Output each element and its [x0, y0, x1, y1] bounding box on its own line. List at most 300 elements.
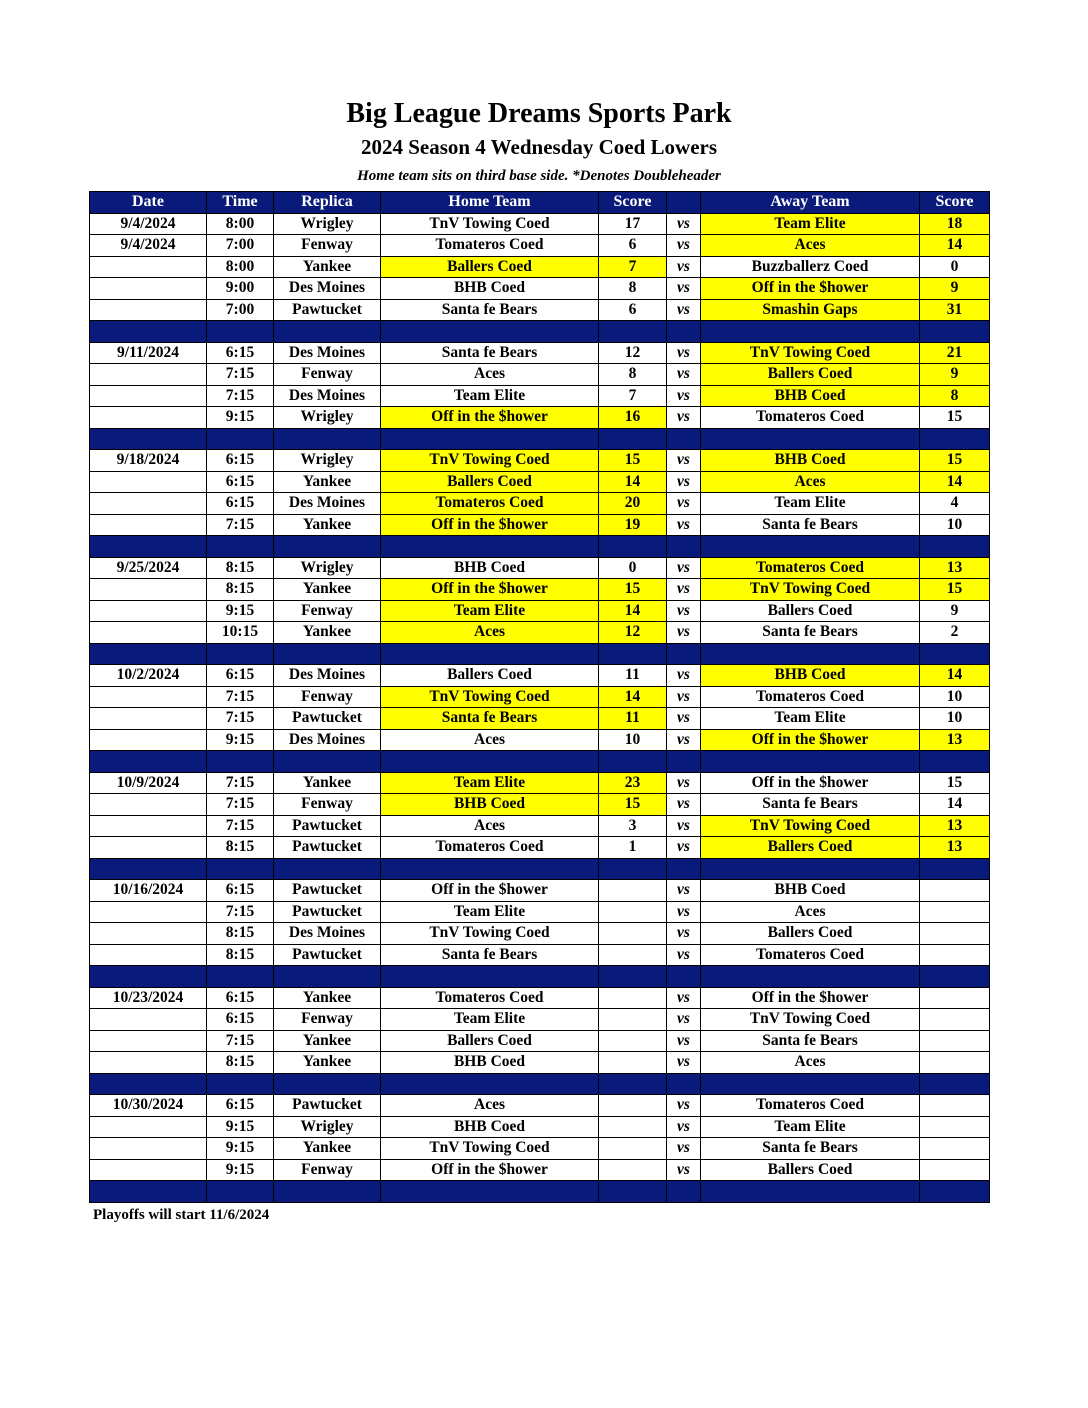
separator-cell: [667, 536, 701, 558]
home-score: [599, 1030, 667, 1052]
game-time: 7:15: [207, 815, 274, 837]
vs-label: vs: [667, 880, 701, 902]
separator-cell: [701, 1181, 920, 1203]
away-score: 15: [920, 407, 990, 429]
game-time: 8:15: [207, 1052, 274, 1074]
away-team: BHB Coed: [701, 880, 920, 902]
vs-label: vs: [667, 493, 701, 515]
separator-cell: [207, 428, 274, 450]
vs-label: vs: [667, 1009, 701, 1031]
game-time: 9:15: [207, 600, 274, 622]
game-row: [90, 364, 990, 386]
home-team: Team Elite: [381, 600, 599, 622]
away-score: 9: [920, 278, 990, 300]
away-score: [920, 944, 990, 966]
game-row: [90, 944, 990, 966]
vs-label: vs: [667, 471, 701, 493]
home-team: Aces: [381, 364, 599, 386]
game-date: [90, 471, 207, 493]
home-score: 20: [599, 493, 667, 515]
game-date: [90, 1116, 207, 1138]
home-team: Team Elite: [381, 1009, 599, 1031]
home-score: 6: [599, 235, 667, 257]
game-time: 6:15: [207, 665, 274, 687]
week-separator: [90, 966, 990, 988]
game-date: [90, 708, 207, 730]
vs-label: vs: [667, 1159, 701, 1181]
away-score: 14: [920, 471, 990, 493]
vs-label: vs: [667, 1030, 701, 1052]
vs-label: vs: [667, 837, 701, 859]
away-score: 8: [920, 385, 990, 407]
separator-cell: [207, 1181, 274, 1203]
away-team: TnV Towing Coed: [701, 1009, 920, 1031]
away-score: [920, 987, 990, 1009]
game-replica: Fenway: [274, 686, 381, 708]
home-score: [599, 1095, 667, 1117]
away-score: 0: [920, 256, 990, 278]
vs-label: vs: [667, 299, 701, 321]
home-score: 10: [599, 729, 667, 751]
separator-cell: [920, 643, 990, 665]
page-title: Big League Dreams Sports Park: [346, 98, 732, 129]
game-time: 9:00: [207, 278, 274, 300]
away-score: 9: [920, 364, 990, 386]
game-replica: Des Moines: [274, 385, 381, 407]
vs-label: vs: [667, 600, 701, 622]
separator-cell: [701, 643, 920, 665]
separator-cell: [599, 751, 667, 773]
separator-cell: [667, 643, 701, 665]
home-score: 11: [599, 665, 667, 687]
game-date: [90, 686, 207, 708]
home-score: 12: [599, 622, 667, 644]
game-time: 8:15: [207, 557, 274, 579]
home-team: Off in the $hower: [381, 407, 599, 429]
game-date: [90, 278, 207, 300]
home-score: [599, 1009, 667, 1031]
week-separator: [90, 428, 990, 450]
separator-cell: [381, 1181, 599, 1203]
home-team: TnV Towing Coed: [381, 1138, 599, 1160]
separator-cell: [920, 966, 990, 988]
game-time: 8:00: [207, 213, 274, 235]
vs-label: vs: [667, 450, 701, 472]
game-date: [90, 600, 207, 622]
separator-cell: [920, 1073, 990, 1095]
game-time: 8:15: [207, 944, 274, 966]
game-replica: Des Moines: [274, 278, 381, 300]
game-replica: Yankee: [274, 1052, 381, 1074]
away-score: 15: [920, 579, 990, 601]
home-team: Off in the $hower: [381, 1159, 599, 1181]
game-date: 10/23/2024: [90, 987, 207, 1009]
separator-cell: [599, 1181, 667, 1203]
vs-label: vs: [667, 729, 701, 751]
game-date: [90, 514, 207, 536]
separator-cell: [920, 428, 990, 450]
header-home-score: Score: [599, 192, 667, 214]
away-team: Aces: [701, 235, 920, 257]
vs-label: vs: [667, 622, 701, 644]
separator-cell: [701, 751, 920, 773]
away-team: Tomateros Coed: [701, 1095, 920, 1117]
away-score: 18: [920, 213, 990, 235]
vs-label: vs: [667, 235, 701, 257]
away-team: Off in the $hower: [701, 278, 920, 300]
home-score: 15: [599, 450, 667, 472]
home-team: TnV Towing Coed: [381, 923, 599, 945]
game-time: 7:00: [207, 235, 274, 257]
separator-cell: [274, 536, 381, 558]
home-team: Santa fe Bears: [381, 708, 599, 730]
game-date: 9/11/2024: [90, 342, 207, 364]
home-team: Team Elite: [381, 385, 599, 407]
game-row: [90, 772, 990, 794]
home-team: Ballers Coed: [381, 471, 599, 493]
game-row: [90, 471, 990, 493]
vs-label: vs: [667, 987, 701, 1009]
game-replica: Yankee: [274, 1138, 381, 1160]
game-replica: Wrigley: [274, 213, 381, 235]
game-replica: Pawtucket: [274, 815, 381, 837]
game-date: [90, 622, 207, 644]
game-row: [90, 235, 990, 257]
home-score: 6: [599, 299, 667, 321]
home-team: Aces: [381, 729, 599, 751]
separator-cell: [599, 858, 667, 880]
game-time: 9:15: [207, 729, 274, 751]
home-team: Aces: [381, 815, 599, 837]
game-time: 6:15: [207, 493, 274, 515]
separator-cell: [381, 321, 599, 343]
game-replica: Wrigley: [274, 1116, 381, 1138]
game-replica: Des Moines: [274, 493, 381, 515]
away-team: TnV Towing Coed: [701, 815, 920, 837]
game-row: [90, 385, 990, 407]
game-row: [90, 622, 990, 644]
game-row: [90, 450, 990, 472]
separator-cell: [667, 858, 701, 880]
game-time: 6:15: [207, 880, 274, 902]
week-separator: [90, 1181, 990, 1203]
away-score: [920, 1030, 990, 1052]
home-score: 7: [599, 256, 667, 278]
game-replica: Pawtucket: [274, 299, 381, 321]
away-score: [920, 923, 990, 945]
game-date: [90, 407, 207, 429]
vs-label: vs: [667, 364, 701, 386]
game-replica: Yankee: [274, 1030, 381, 1052]
home-score: 7: [599, 385, 667, 407]
away-score: 10: [920, 708, 990, 730]
home-score: 23: [599, 772, 667, 794]
game-replica: Pawtucket: [274, 837, 381, 859]
game-date: 9/4/2024: [90, 235, 207, 257]
separator-cell: [381, 536, 599, 558]
game-replica: Fenway: [274, 1159, 381, 1181]
home-team: Ballers Coed: [381, 256, 599, 278]
game-row: [90, 1052, 990, 1074]
home-team: Ballers Coed: [381, 1030, 599, 1052]
away-score: 13: [920, 729, 990, 751]
game-date: 10/16/2024: [90, 880, 207, 902]
separator-cell: [381, 751, 599, 773]
separator-cell: [920, 321, 990, 343]
separator-cell: [701, 966, 920, 988]
separator-cell: [207, 643, 274, 665]
home-team: Aces: [381, 622, 599, 644]
home-team: BHB Coed: [381, 557, 599, 579]
game-row: [90, 1009, 990, 1031]
home-score: 8: [599, 278, 667, 300]
separator-cell: [381, 858, 599, 880]
separator-cell: [667, 1181, 701, 1203]
week-separator: [90, 751, 990, 773]
game-date: [90, 815, 207, 837]
schedule-table: [89, 191, 990, 1203]
vs-label: vs: [667, 514, 701, 536]
home-score: [599, 901, 667, 923]
game-date: [90, 256, 207, 278]
away-team: Off in the $hower: [701, 772, 920, 794]
home-score: 3: [599, 815, 667, 837]
separator-cell: [381, 1073, 599, 1095]
game-date: [90, 729, 207, 751]
away-team: Ballers Coed: [701, 923, 920, 945]
home-score: 14: [599, 471, 667, 493]
game-time: 6:15: [207, 987, 274, 1009]
separator-cell: [381, 643, 599, 665]
away-team: Santa fe Bears: [701, 794, 920, 816]
game-replica: Pawtucket: [274, 708, 381, 730]
home-score: 16: [599, 407, 667, 429]
home-score: 15: [599, 579, 667, 601]
game-date: [90, 493, 207, 515]
game-replica: Yankee: [274, 471, 381, 493]
separator-cell: [701, 321, 920, 343]
away-score: 31: [920, 299, 990, 321]
away-team: Off in the $hower: [701, 729, 920, 751]
away-score: 13: [920, 815, 990, 837]
game-date: [90, 837, 207, 859]
game-replica: Wrigley: [274, 557, 381, 579]
away-score: 14: [920, 235, 990, 257]
home-score: 8: [599, 364, 667, 386]
away-team: Tomateros Coed: [701, 686, 920, 708]
game-replica: Fenway: [274, 364, 381, 386]
game-row: [90, 686, 990, 708]
home-score: [599, 1116, 667, 1138]
game-date: [90, 794, 207, 816]
game-date: [90, 901, 207, 923]
game-row: [90, 794, 990, 816]
away-team: Tomateros Coed: [701, 407, 920, 429]
vs-label: vs: [667, 342, 701, 364]
separator-cell: [599, 428, 667, 450]
game-row: [90, 299, 990, 321]
away-team: TnV Towing Coed: [701, 342, 920, 364]
home-team: Aces: [381, 1095, 599, 1117]
separator-cell: [920, 536, 990, 558]
away-score: 14: [920, 794, 990, 816]
home-team: Santa fe Bears: [381, 944, 599, 966]
game-time: 8:15: [207, 923, 274, 945]
vs-label: vs: [667, 686, 701, 708]
away-score: 4: [920, 493, 990, 515]
away-team: Team Elite: [701, 493, 920, 515]
header-row: [90, 192, 990, 214]
game-replica: Yankee: [274, 772, 381, 794]
game-replica: Wrigley: [274, 407, 381, 429]
game-row: [90, 880, 990, 902]
away-team: Santa fe Bears: [701, 514, 920, 536]
away-team: Team Elite: [701, 708, 920, 730]
vs-label: vs: [667, 923, 701, 945]
playoffs-note: Playoffs will start 11/6/2024: [93, 1207, 270, 1223]
away-team: BHB Coed: [701, 385, 920, 407]
schedule-body: [90, 213, 990, 1202]
away-score: [920, 1138, 990, 1160]
game-row: [90, 1138, 990, 1160]
home-score: [599, 944, 667, 966]
game-replica: Wrigley: [274, 450, 381, 472]
game-row: [90, 708, 990, 730]
home-team: Team Elite: [381, 772, 599, 794]
home-score: [599, 1138, 667, 1160]
game-row: [90, 493, 990, 515]
away-team: Ballers Coed: [701, 1159, 920, 1181]
game-row: [90, 665, 990, 687]
game-row: [90, 729, 990, 751]
game-row: [90, 514, 990, 536]
vs-label: vs: [667, 385, 701, 407]
home-score: 19: [599, 514, 667, 536]
away-team: Ballers Coed: [701, 600, 920, 622]
game-time: 7:00: [207, 299, 274, 321]
separator-cell: [920, 751, 990, 773]
week-separator: [90, 643, 990, 665]
home-score: 0: [599, 557, 667, 579]
separator-cell: [274, 966, 381, 988]
game-time: 6:15: [207, 1009, 274, 1031]
home-team: BHB Coed: [381, 794, 599, 816]
game-date: 10/2/2024: [90, 665, 207, 687]
away-team: Team Elite: [701, 213, 920, 235]
home-team: Team Elite: [381, 901, 599, 923]
game-time: 9:15: [207, 407, 274, 429]
game-date: 9/18/2024: [90, 450, 207, 472]
separator-cell: [90, 1181, 207, 1203]
game-replica: Des Moines: [274, 342, 381, 364]
game-row: [90, 1030, 990, 1052]
home-team: TnV Towing Coed: [381, 450, 599, 472]
separator-cell: [667, 1073, 701, 1095]
game-replica: Pawtucket: [274, 944, 381, 966]
away-score: [920, 1052, 990, 1074]
game-time: 9:15: [207, 1116, 274, 1138]
game-date: [90, 1159, 207, 1181]
vs-label: vs: [667, 278, 701, 300]
game-row: [90, 815, 990, 837]
game-time: 8:15: [207, 837, 274, 859]
separator-cell: [90, 536, 207, 558]
home-score: [599, 923, 667, 945]
separator-cell: [274, 643, 381, 665]
game-date: [90, 364, 207, 386]
away-team: BHB Coed: [701, 450, 920, 472]
game-time: 7:15: [207, 708, 274, 730]
away-team: Ballers Coed: [701, 364, 920, 386]
vs-label: vs: [667, 794, 701, 816]
away-score: [920, 1095, 990, 1117]
game-row: [90, 213, 990, 235]
separator-cell: [599, 966, 667, 988]
home-team: TnV Towing Coed: [381, 213, 599, 235]
separator-cell: [701, 428, 920, 450]
game-date: [90, 579, 207, 601]
game-date: [90, 1052, 207, 1074]
separator-cell: [207, 1073, 274, 1095]
week-separator: [90, 321, 990, 343]
game-replica: Fenway: [274, 794, 381, 816]
header-time: Time: [207, 192, 274, 214]
away-team: Team Elite: [701, 1116, 920, 1138]
game-replica: Des Moines: [274, 729, 381, 751]
vs-label: vs: [667, 944, 701, 966]
away-score: 10: [920, 514, 990, 536]
vs-label: vs: [667, 708, 701, 730]
home-team: BHB Coed: [381, 1052, 599, 1074]
separator-cell: [599, 1073, 667, 1095]
separator-cell: [274, 428, 381, 450]
separator-cell: [667, 428, 701, 450]
away-team: Buzzballerz Coed: [701, 256, 920, 278]
home-score: 1: [599, 837, 667, 859]
separator-cell: [599, 536, 667, 558]
game-date: 10/30/2024: [90, 1095, 207, 1117]
home-team: Santa fe Bears: [381, 342, 599, 364]
game-date: [90, 299, 207, 321]
week-separator: [90, 858, 990, 880]
game-time: 6:15: [207, 342, 274, 364]
header-vs: [667, 192, 701, 214]
game-row: [90, 1095, 990, 1117]
game-time: 7:15: [207, 794, 274, 816]
game-row: [90, 278, 990, 300]
away-team: Santa fe Bears: [701, 622, 920, 644]
separator-cell: [207, 321, 274, 343]
home-team: Ballers Coed: [381, 665, 599, 687]
home-team: Tomateros Coed: [381, 987, 599, 1009]
vs-label: vs: [667, 256, 701, 278]
game-replica: Yankee: [274, 256, 381, 278]
game-date: 9/4/2024: [90, 213, 207, 235]
separator-cell: [90, 1073, 207, 1095]
home-score: [599, 880, 667, 902]
separator-cell: [667, 966, 701, 988]
away-score: [920, 880, 990, 902]
separator-cell: [274, 1073, 381, 1095]
game-replica: Yankee: [274, 622, 381, 644]
game-time: 6:15: [207, 450, 274, 472]
separator-cell: [667, 751, 701, 773]
vs-label: vs: [667, 1095, 701, 1117]
away-score: [920, 1116, 990, 1138]
game-date: [90, 385, 207, 407]
home-score: [599, 1159, 667, 1181]
season-subtitle: 2024 Season 4 Wednesday Coed Lowers: [360, 135, 718, 159]
